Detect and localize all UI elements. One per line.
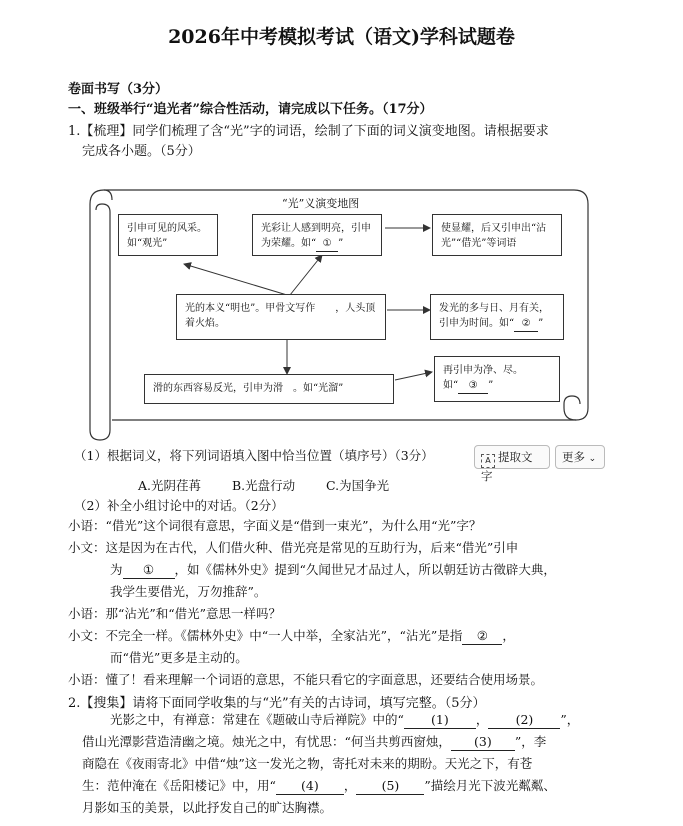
dialog-line: 小文：这是因为在古代，人们借火种、借光亮是常见的互助行为，后来“借光”引申 [68, 540, 519, 555]
dialog-line: 小文：不完全一样。《儒林外史》中“一人中举，全家沾光”，“沾光”是指 ② ， [68, 628, 515, 643]
poem-blank-4[interactable]: (4) [276, 778, 344, 795]
ocr-icon: A [481, 454, 495, 468]
extract-text-button[interactable]: A 提取文字 [474, 445, 550, 469]
map-box-slippery: 滑的东西容易反光，引申为滑 。如“光溜” [144, 374, 394, 404]
map-box-origin: 光的本义“明也”。甲骨文写作 ，人头顶着火焰。 [176, 294, 386, 340]
poem-blank-2[interactable]: (2) [488, 712, 560, 729]
q2-paragraph-line: 光影之中，有禅意：常建在《题破山寺后禅院》中的“ (1) ， (2) ”， [110, 712, 580, 727]
poem-blank-1[interactable]: (1) [404, 712, 476, 729]
dialog-line: 小语：“借光”这个词很有意思，字面义是“借到一束光”，为什么用“光”字？ [68, 518, 482, 533]
dialog-line: 而“借光”更多是主动的。 [110, 650, 248, 665]
evolution-map [82, 182, 592, 444]
q2-paragraph-line: 月影如玉的美景，以此抒发自己的旷达胸襟。 [82, 800, 333, 815]
dialog-line: 我学生要借光，万勿推辞”。 [110, 584, 267, 599]
q2-instruction: 2.【搜集】请将下面同学收集的与“光”有关的古诗词，填写完整。（5分） [68, 696, 486, 711]
answer-blank-2[interactable]: ② [462, 628, 502, 645]
poem-blank-5[interactable]: (5) [356, 778, 424, 795]
section-heading: 一、班级举行“追光者”综合性活动，请完成以下任务。（17分） [68, 102, 433, 117]
option-b: B.光盘行动 [232, 478, 296, 493]
poem-blank-3[interactable]: (3) [451, 734, 515, 751]
dialog-line: 小语：懂了！看来理解一个词语的意思，不能只看它的字面意思，还要结合使用场景。 [68, 672, 544, 687]
map-title: “光”义演变地图 [282, 197, 360, 210]
q1-instruction-cont: 完成各小题。（5分） [82, 144, 201, 159]
page-title: 2026年中考模拟考试（语文)学科试题卷 [168, 26, 515, 48]
q2-paragraph-line: 生：范仲淹在《岳阳楼记》中，用“ (4) ， (5) ”描绘月光下波光粼粼、 [82, 778, 556, 793]
q2-paragraph-line: 借山光潭影营造清幽之境。烛光之中，有忧思：“何当共剪西窗烛， (3) ”，李 [82, 734, 547, 749]
chevron-down-icon: ⌄ [588, 454, 597, 464]
map-box-style: 引申可见的风采。如“观光” [118, 214, 218, 256]
option-a: A.光阴荏苒 [138, 478, 202, 493]
handwriting-score: 卷面书写（3分） [68, 82, 169, 97]
more-button[interactable]: 更多 ⌄ [555, 445, 605, 469]
map-box-honor: 光彩让人感到明亮，引申为荣耀。如“ ① ” [252, 214, 382, 256]
option-c: C.为国争光 [326, 478, 390, 493]
dialog-line: 为 ① ，如《儒林外史》提到“久闻世兄才品过人，所以朝廷访古徵辟大典， [110, 562, 556, 577]
map-box-time: 发光的多与日、月有关，引申为时间。如“ ② ” [430, 294, 564, 340]
dialog-line: 小语：那“沾光”和“借光”意思一样吗？ [68, 606, 282, 621]
sub-question-2: （2）补全小组讨论中的对话。（2分） [74, 498, 284, 513]
map-box-clean: 再引申为净、尽。 如“ ③ ” [434, 356, 560, 402]
answer-blank-1[interactable]: ① [123, 562, 175, 579]
sub-question-1: （1）根据词义，将下列词语填入图中恰当位置（填序号）（3分） [74, 448, 434, 463]
q1-instruction: 1.【梳理】同学们梳理了含“光”字的词语，绘制了下面的词义演变地图。请根据要求 [68, 124, 549, 139]
q2-paragraph-line: 商隐在《夜雨寄北》中借“烛”这一发光之物，寄托对未来的期盼。天光之下，有苍 [82, 756, 533, 771]
map-box-glorify: 使显耀，后又引申出“沾光”“借光”等词语 [432, 214, 562, 256]
